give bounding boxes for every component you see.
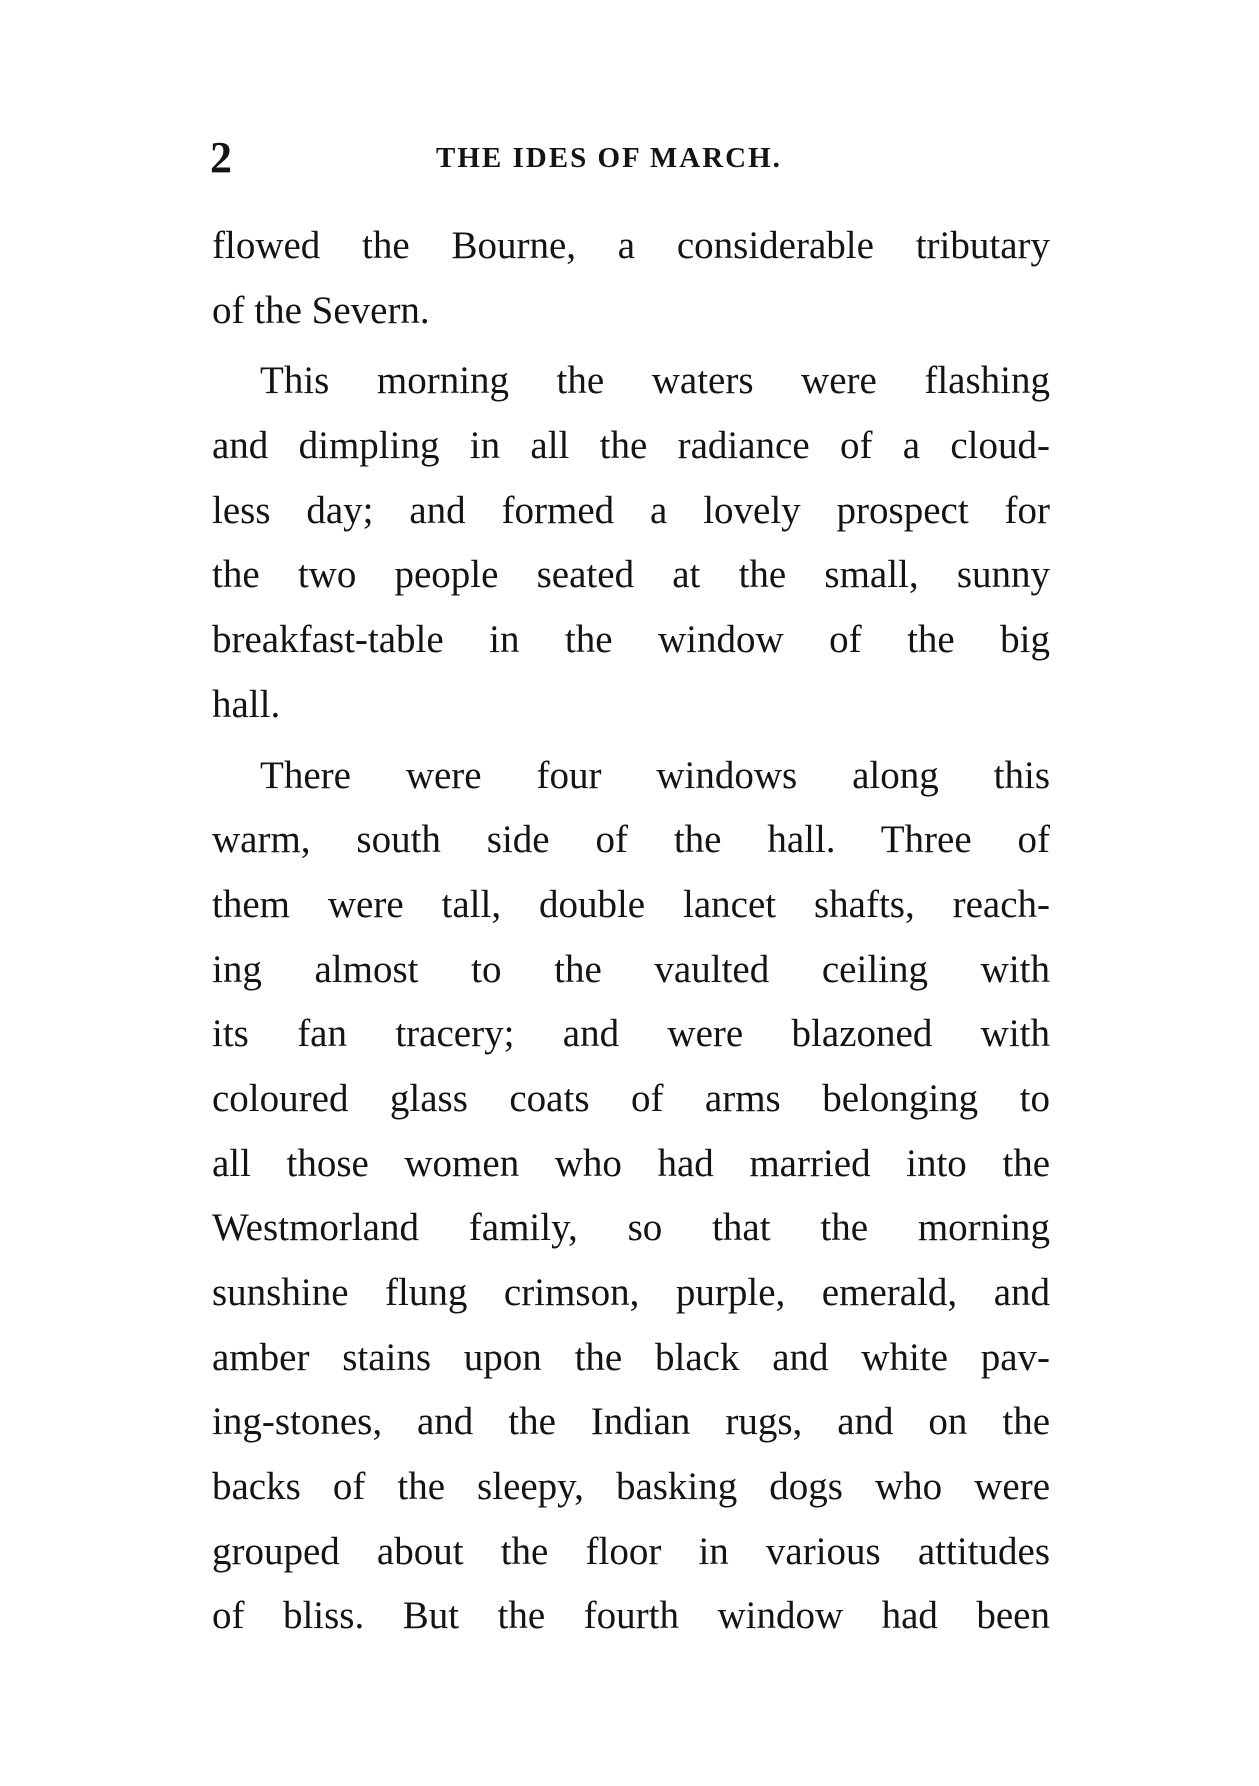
text-line: grouped about the floor in various attitudes	[212, 1529, 1050, 1573]
text-line: its fan tracery; and were blazoned with	[212, 1012, 1050, 1056]
text-line: warm, south side of the hall. Three of	[212, 818, 1050, 862]
text-line: all those women who had married into the	[212, 1141, 1050, 1185]
text-line: less day; and formed a lovely prospect for	[212, 488, 1050, 532]
text-line: and dimpling in all the radiance of a cloud-	[212, 424, 1050, 468]
text-line: backs of the sleepy, basking dogs who were	[212, 1465, 1050, 1509]
text-line: the two people seated at the small, sunny	[212, 553, 1050, 597]
running-head	[210, 128, 1050, 188]
text-line: coloured glass coats of arms belonging to	[212, 1076, 1050, 1120]
text-line: breakfast-table in the window of the big	[212, 618, 1050, 662]
text-line: amber stains upon the black and white pav-	[212, 1335, 1050, 1379]
page-number: 2	[210, 133, 232, 182]
text-line: of bliss. But the fourth window had been	[212, 1594, 1050, 1638]
text-line: of the Severn.	[212, 288, 430, 332]
text-line: Westmorland family, so that the morning	[212, 1206, 1050, 1250]
paragraph-first-line: There were four windows along this	[260, 753, 1050, 797]
text-line: flowed the Bourne, a considerable tributary	[212, 224, 1050, 267]
paragraph-first-line: This morning the waters were flashing	[260, 359, 1050, 403]
text-line: ing almost to the vaulted ceiling with	[212, 947, 1050, 991]
text-line: ing-stones, and the Indian rugs, and on the	[212, 1400, 1050, 1444]
running-title: THE IDES OF MARCH.	[436, 142, 782, 174]
text-line: them were tall, double lancet shafts, reach-	[212, 882, 1050, 926]
text-line: hall.	[212, 682, 281, 726]
text-line: sunshine flung crimson, purple, emerald, and	[212, 1271, 1050, 1314]
body-text	[212, 214, 1050, 1649]
